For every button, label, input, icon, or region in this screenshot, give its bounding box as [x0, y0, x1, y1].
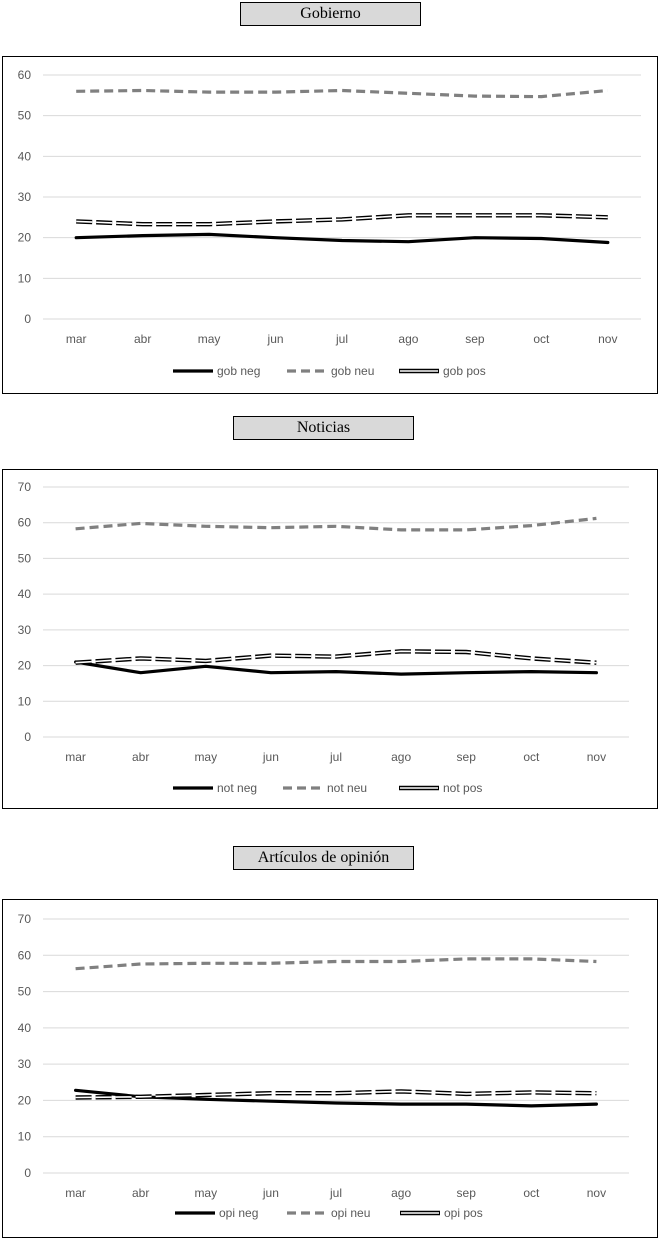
x-tick-label: may — [194, 1186, 218, 1200]
series-line-not-neu — [76, 518, 597, 530]
x-tick-label: may — [197, 332, 221, 346]
legend-item — [287, 1206, 370, 1220]
series-line-opi-neu — [76, 959, 597, 969]
chart-noticias — [2, 469, 658, 809]
y-tick-label: 60 — [17, 68, 31, 82]
series-group — [76, 91, 608, 243]
legend-item — [399, 781, 482, 795]
legend-label: gob neg — [217, 364, 261, 378]
x-tick-label: mar — [65, 1186, 86, 1200]
y-tick-label: 60 — [17, 948, 31, 963]
series-line-gob-neg — [76, 234, 608, 242]
x-tick-label: mar — [65, 332, 87, 346]
chart-title-gobierno: Gobierno — [240, 2, 421, 26]
x-tick-label: nov — [598, 332, 618, 346]
legend-label: not neu — [327, 781, 368, 795]
y-tick-label: 30 — [17, 622, 31, 637]
x-tick-label: ago — [398, 332, 419, 346]
legend-item — [173, 364, 260, 378]
legend-item — [400, 1206, 483, 1220]
y-tick-label: 40 — [17, 587, 31, 602]
legend-item — [283, 781, 367, 795]
chart-opinion-svg — [3, 900, 657, 1237]
y-tick-label: 40 — [17, 149, 31, 164]
chart-noticias-svg — [3, 470, 657, 808]
y-tick-label: 20 — [17, 658, 31, 673]
x-tick-label: ago — [391, 1186, 412, 1200]
x-tick-label: mar — [65, 750, 86, 764]
y-tick-label: 60 — [17, 515, 31, 530]
legend-item — [175, 1206, 258, 1220]
chart-gobierno — [2, 56, 658, 394]
legend-label: opi neg — [219, 1206, 259, 1220]
x-tick-label: nov — [586, 750, 607, 764]
y-tick-label: 40 — [17, 1020, 31, 1035]
legend-label: opi pos — [444, 1206, 483, 1220]
x-tick-label: jun — [267, 332, 284, 346]
y-tick-label: 30 — [17, 190, 31, 204]
x-tick-label: abr — [131, 1186, 150, 1200]
y-tick-label: 0 — [24, 312, 31, 326]
chart-title-noticias: Noticias — [233, 416, 414, 440]
x-tick-label: oct — [533, 332, 550, 346]
legend-label: opi neu — [331, 1206, 371, 1220]
legend-label: gob pos — [443, 364, 486, 378]
y-tick-label: 50 — [17, 108, 31, 123]
legend-item — [287, 364, 374, 378]
x-tick-label: jul — [329, 750, 343, 764]
series-line-gob-pos — [76, 215, 608, 224]
x-tick-label: oct — [523, 1186, 540, 1200]
legend-label: not neg — [217, 781, 258, 795]
y-tick-label: 50 — [17, 984, 31, 999]
x-tick-label: ago — [391, 750, 412, 764]
y-tick-label: 10 — [17, 694, 31, 709]
x-tick-label: abr — [131, 750, 150, 764]
legend-label: not pos — [443, 781, 483, 795]
y-tick-label: 70 — [17, 912, 31, 926]
x-tick-label: jun — [262, 1186, 279, 1200]
chart-title-opinion: Artículos de opinión — [233, 846, 414, 870]
x-tick-label: nov — [586, 1186, 607, 1200]
x-tick-label: jun — [262, 750, 279, 764]
gridlines — [43, 75, 641, 319]
legend-label: gob neu — [331, 364, 375, 378]
y-tick-label: 10 — [17, 271, 31, 286]
y-tick-label: 30 — [17, 1057, 31, 1072]
series-line-not-neg — [76, 662, 597, 674]
series-group — [76, 518, 597, 674]
x-tick-label: jul — [329, 1186, 343, 1200]
legend-item — [399, 364, 486, 378]
legend-item — [173, 781, 257, 795]
gridlines — [43, 919, 629, 1173]
x-tick-label: abr — [133, 332, 152, 346]
y-tick-label: 0 — [24, 730, 31, 744]
y-tick-label: 20 — [17, 230, 31, 245]
series-line-not-pos — [76, 651, 597, 662]
y-tick-label: 50 — [17, 551, 31, 566]
x-tick-label: oct — [523, 750, 540, 764]
y-tick-label: 20 — [17, 1093, 31, 1108]
y-tick-label: 70 — [17, 480, 31, 494]
x-tick-label: may — [194, 750, 218, 764]
series-group — [76, 959, 597, 1106]
series-line-gob-neu — [76, 91, 608, 97]
x-tick-label: jul — [335, 332, 349, 346]
chart-opinion — [2, 899, 658, 1238]
y-tick-label: 0 — [24, 1166, 31, 1180]
x-tick-label: sep — [465, 332, 485, 346]
y-tick-label: 10 — [17, 1129, 31, 1144]
x-tick-label: sep — [456, 1186, 476, 1200]
x-tick-label: sep — [456, 750, 476, 764]
chart-gobierno-svg — [3, 57, 657, 393]
